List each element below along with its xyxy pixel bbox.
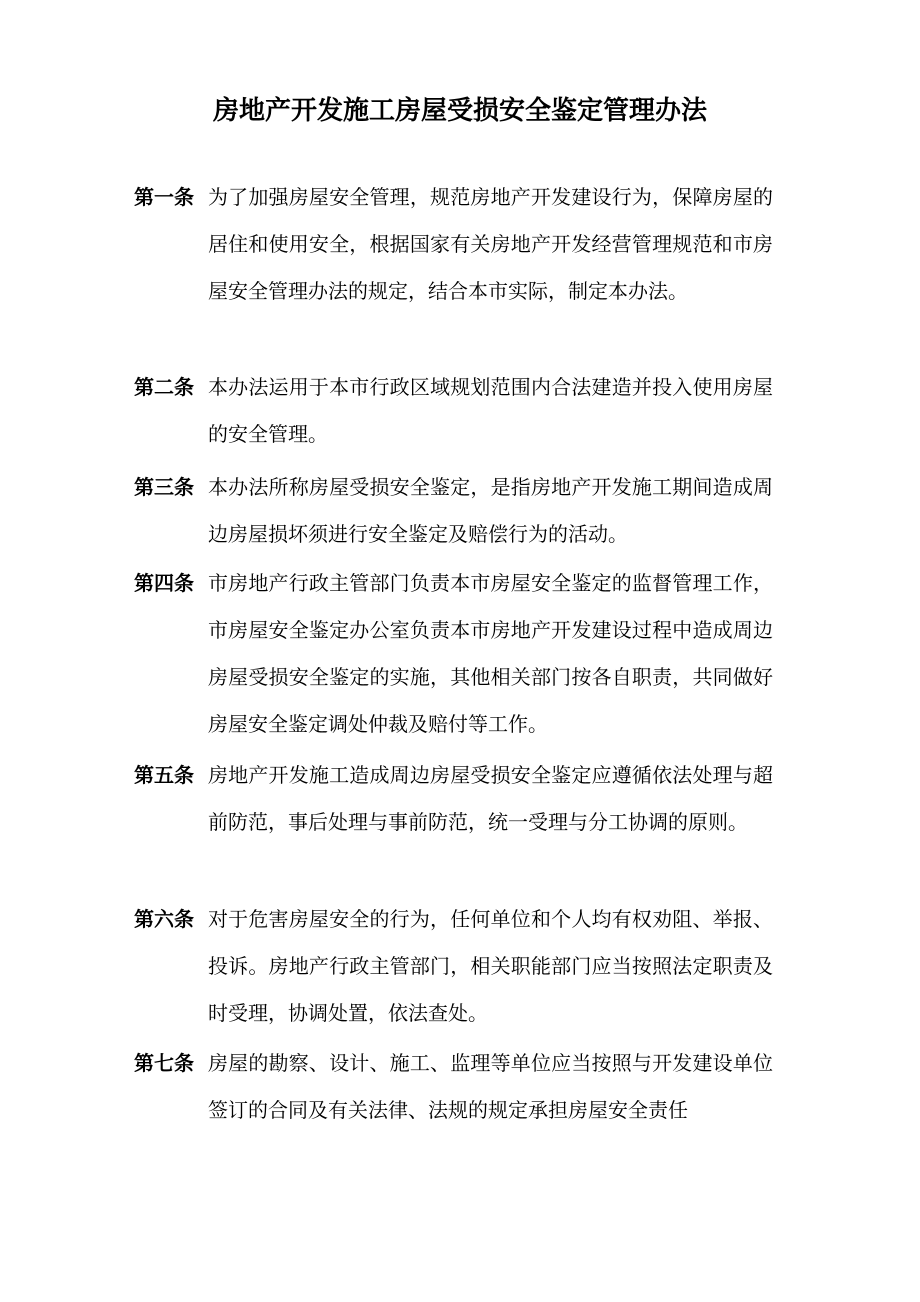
article-1 [134, 174, 784, 315]
article-label: 第一条 [134, 185, 194, 209]
article-3 [134, 464, 784, 558]
article-6 [134, 896, 784, 1037]
article-text: 本办法所称房屋受损安全鉴定，是指房地产开发施工期间造成周边房屋损坏须进行安全鉴定及赔偿行为的活动。 [208, 475, 773, 546]
article-text: 为了加强房屋安全管理，规范房地产开发建设行为，保障房屋的居住和使用安全，根据国家有关房地产开发经营管理规范和市房屋安全管理办法的规定，结合本市实际，制定本办法。 [208, 185, 773, 303]
article-text: 本办法运用于本市行政区域规划范围内合法建造并投入使用房屋的安全管理。 [208, 375, 773, 446]
article-label: 第四条 [134, 571, 194, 595]
article-text: 房地产开发施工造成周边房屋受损安全鉴定应遵循依法处理与超前防范，事后处理与事前防范，统一受理与分工协调的原则。 [208, 763, 773, 834]
article-label: 第五条 [134, 763, 194, 787]
article-text: 房屋的勘察、设计、施工、监理等单位应当按照与开发建设单位签订的合同及有关法律、法规的规定承担房屋安全责任 [208, 1051, 773, 1122]
article-5 [134, 752, 784, 846]
article-2 [134, 364, 784, 458]
article-4 [134, 560, 784, 748]
article-label: 第二条 [134, 375, 194, 399]
article-7 [134, 1040, 784, 1134]
article-label: 第三条 [134, 475, 194, 499]
document-title: 房地产开发施工房屋受损安全鉴定管理办法 [212, 96, 707, 126]
article-text: 对于危害房屋安全的行为，任何单位和个人均有权劝阻、举报、投诉。房地产行政主管部门，相关职能部门应当按照法定职责及时受理，协调处置，依法查处。 [208, 907, 773, 1025]
article-label: 第七条 [134, 1051, 194, 1075]
article-label: 第六条 [134, 907, 194, 931]
article-text: 市房地产行政主管部门负责本市房屋安全鉴定的监督管理工作，市房屋安全鉴定办公室负责本市房地产开发建设过程中造成周边房屋受损安全鉴定的实施，其他相关部门按各自职责，共同做好房屋安全鉴定调处仲裁及赔付等工作。 [208, 571, 773, 736]
